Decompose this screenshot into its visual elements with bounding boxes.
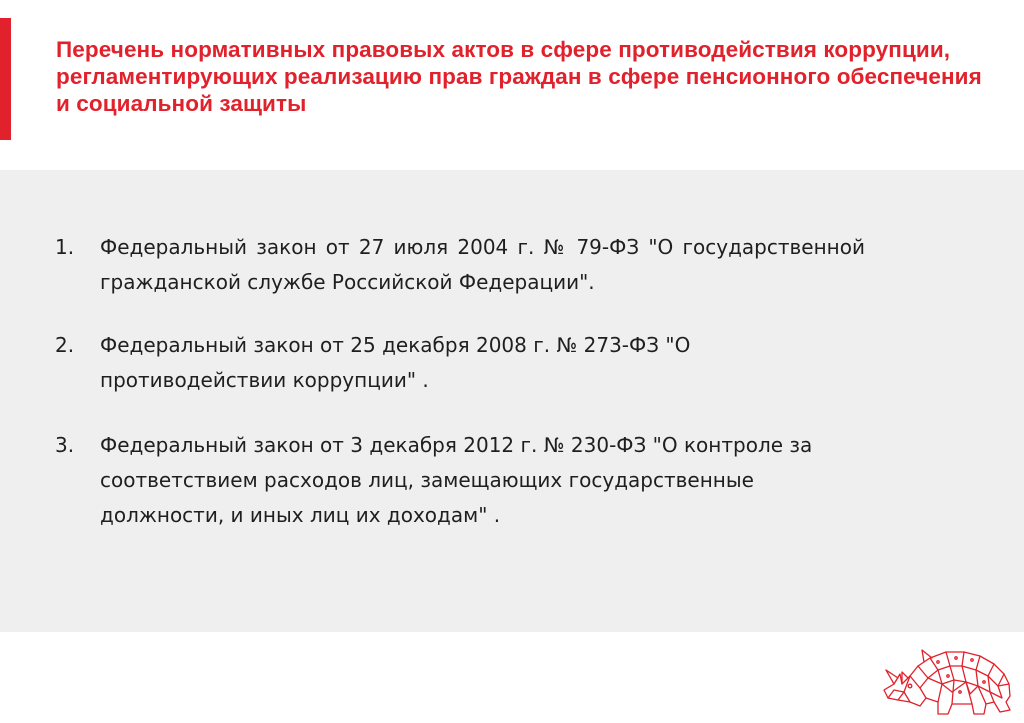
list-item-number: 1. — [55, 235, 75, 259]
list-item — [55, 428, 865, 533]
list-item — [55, 328, 865, 398]
title-accent-bar — [0, 18, 11, 140]
list-item-text: Федеральный закон от 27 июля 2004 г. № 79-ФЗ "О государственной гражданской службе Российской Федерации". — [100, 235, 865, 294]
list-item-number: 2. — [55, 333, 75, 357]
list-item-text: Федеральный закон от 3 декабря 2012 г. № 230-ФЗ "О контроле за соответствием расходов лиц, замещающих государственные должности, и иных лиц их доходам" . — [100, 433, 813, 527]
slide-title: Перечень нормативных правовых актов в сфере противодействия коррупции, регламентирующих реализацию прав граждан в сфере пенсионного обеспечения и социальной защиты — [56, 37, 982, 116]
list-item-text: Федеральный закон от 25 декабря 2008 г. № 273-ФЗ "О противодействии коррупции" . — [100, 333, 691, 392]
rhinoceros-logo-icon — [880, 640, 1015, 718]
list-item — [55, 230, 865, 300]
content-panel — [0, 170, 1024, 632]
list-item-number: 3. — [55, 433, 75, 457]
